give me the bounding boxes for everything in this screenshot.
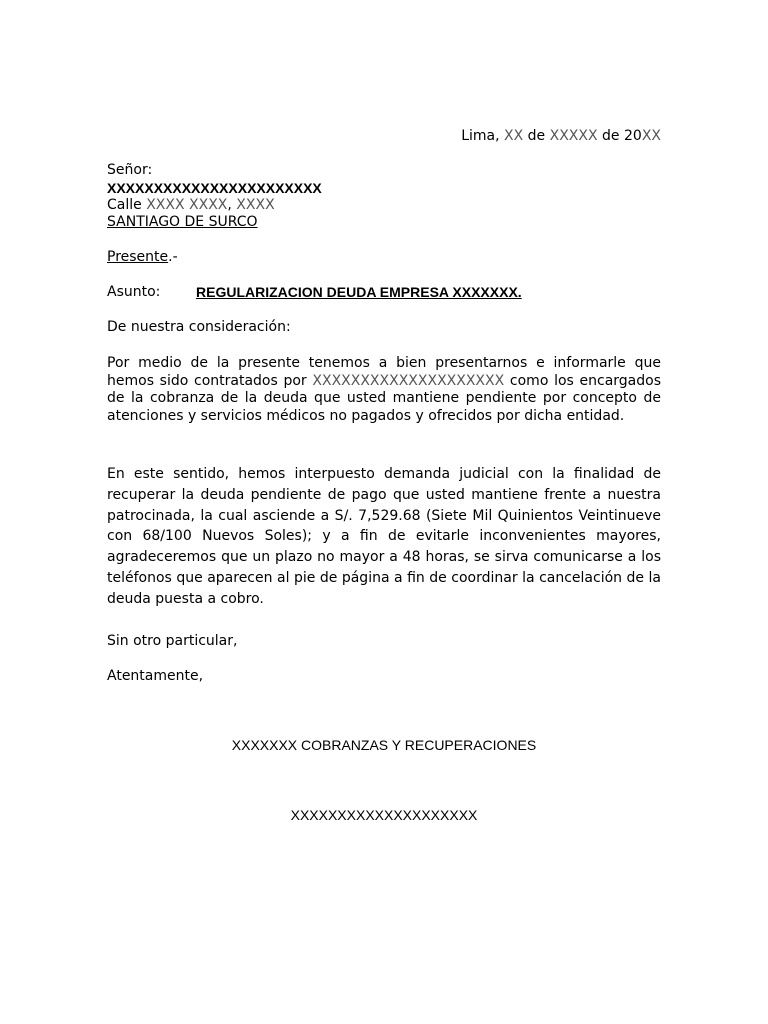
company-name: XXXXXXX COBRANZAS Y RECUPERACIONES [231, 737, 537, 753]
street-prefix: Calle [107, 197, 147, 213]
date-line [461, 127, 661, 145]
recipient-district: SANTIAGO DE SURCO [107, 214, 258, 230]
date-month: XXXXX [549, 128, 598, 144]
paragraph-1 [107, 355, 661, 425]
paragraph-1-part2: como los encargados de la cobranza de la deuda que usted mantiene pendiente por concepto de atenciones y servicios médicos no pagados y ofrecidos por dicha entidad. [107, 372, 661, 424]
closing-2: Atentamente, [107, 668, 204, 684]
recipient-name: XXXXXXXXXXXXXXXXXXXXXXX [107, 180, 322, 196]
date-year-prefix: 20 [623, 128, 642, 144]
recipient-street [107, 196, 275, 214]
street-name: XXXX XXXX [146, 197, 228, 213]
recipient-salutation: Señor: [107, 162, 153, 178]
paragraph-1-entity: XXXXXXXXXXXXXXXXXXXX [312, 372, 505, 389]
signatory-name: XXXXXXXXXXXXXXXXXXXX [290, 807, 478, 823]
paragraph-2: En este sentido, hemos interpuesto demanda judicial con la finalidad de recuperar la deuda pendiente de pago que usted mantiene frente a nuestra patrocinada, la cual asciende a S/. 7,529.68 (Siete Mil Quinientos Veintinueve con 68/100 Nuevos Soles); y a fin de evitarle inconvenientes mayores, agradeceremos que un plazo no mayor a 48 horas, se sirva comunicarse a los teléfonos que aparecen al pie de página a fin de coordinar la cancelación de la deuda puesta a cobro. [107, 466, 661, 607]
presente-suffix: .- [168, 249, 178, 265]
date-year-suffix: XX [641, 128, 661, 144]
date-de2: de [597, 128, 624, 144]
presente-line [107, 248, 178, 266]
greeting: De nuestra consideración: [107, 319, 291, 335]
presente-word: Presente [107, 249, 169, 265]
date-de1: de [523, 128, 550, 144]
street-number: XXXX [236, 197, 275, 213]
paragraph-1-part1: Por medio de la presente tenemos a bien presentarnos e informarle que hemos sido contratados por [107, 355, 661, 389]
closing-1: Sin otro particular, [107, 633, 238, 649]
date-city: Lima, [461, 128, 505, 144]
street-sep: , [227, 197, 237, 213]
subject-text: REGULARIZACION DEUDA EMPRESA XXXXXXX. [196, 284, 522, 300]
date-day: XX [504, 128, 524, 144]
subject-label: Asunto: [107, 284, 161, 300]
